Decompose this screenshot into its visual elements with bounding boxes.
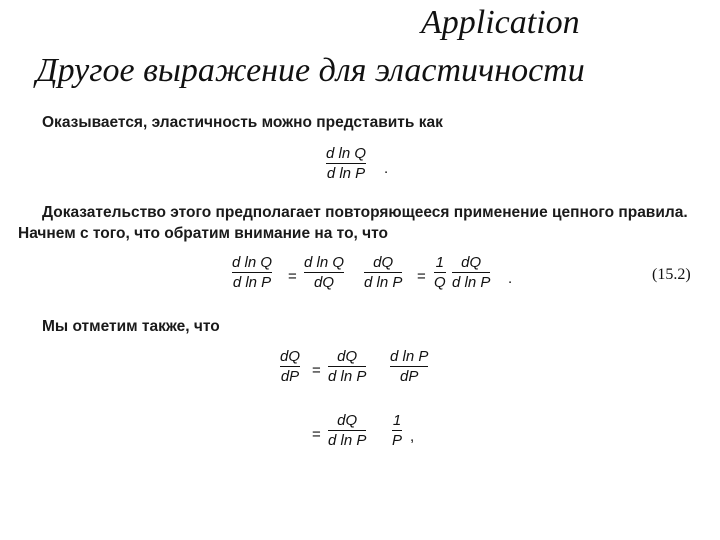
fraction-bar <box>390 366 428 367</box>
slide-title: Другое выражение для эластичности <box>36 52 585 89</box>
eq2-frac-4 <box>434 254 446 291</box>
fraction-bar <box>364 272 402 273</box>
formula-period: . <box>508 270 513 287</box>
eq3-frac-5 <box>392 412 402 449</box>
fraction-bar <box>280 366 300 367</box>
fraction-bar <box>326 163 366 164</box>
formula-period: . <box>384 160 389 177</box>
numerator: dQ <box>461 254 482 271</box>
fraction-bar <box>304 272 344 273</box>
eq2-frac-1 <box>232 254 272 291</box>
eq3-frac-1 <box>280 348 300 385</box>
eq2-frac-3 <box>364 254 402 291</box>
paragraph-2-line-1: Доказательство этого предполагает повторяющееся применение цепного правила. <box>42 204 688 221</box>
numerator: d ln Q <box>304 254 345 271</box>
numerator: dQ <box>337 348 358 365</box>
eq3-frac-2 <box>328 348 366 385</box>
numerator: 1 <box>392 412 402 429</box>
equals-sign: = <box>288 268 297 285</box>
equation-number: (15.2) <box>652 266 691 283</box>
fraction-bar <box>232 272 272 273</box>
formula-comma: , <box>410 428 415 445</box>
denominator: Q <box>434 274 446 291</box>
numerator: dQ <box>280 348 301 365</box>
denominator: d ln P <box>232 274 272 291</box>
denominator: P <box>392 432 403 449</box>
fraction-bar <box>434 272 446 273</box>
denominator: d ln P <box>328 368 367 385</box>
numerator: d ln Q <box>326 145 367 162</box>
denominator: dP <box>280 368 300 385</box>
denominator: d ln P <box>452 274 491 291</box>
eq2-frac-5 <box>452 254 490 291</box>
numerator: 1 <box>435 254 444 271</box>
eq2-frac-2 <box>304 254 344 291</box>
denominator: dQ <box>314 274 335 291</box>
application-label: Application <box>421 4 580 41</box>
eq3-frac-3 <box>390 348 428 385</box>
numerator: d ln Q <box>232 254 273 271</box>
denominator: d ln P <box>328 432 367 449</box>
denominator: d ln P <box>364 274 403 291</box>
formula-elasticity <box>326 145 366 182</box>
equals-sign: = <box>417 268 426 285</box>
fraction-bar <box>452 272 490 273</box>
paragraph-1: Оказывается, эластичность можно представить как <box>42 114 443 131</box>
fraction-bar <box>328 430 366 431</box>
eq3-frac-4 <box>328 412 366 449</box>
numerator: dQ <box>337 412 358 429</box>
fraction-bar <box>392 430 402 431</box>
numerator: d ln P <box>390 348 429 365</box>
numerator: dQ <box>373 254 394 271</box>
equals-sign: = <box>312 362 321 379</box>
denominator: dP <box>400 368 419 385</box>
paragraph-3: Мы отметим также, что <box>42 318 220 335</box>
fraction-bar <box>328 366 366 367</box>
paragraph-2-line-2: Начнем с того, что обратим внимание на то, что <box>18 225 389 242</box>
equals-sign: = <box>312 426 321 443</box>
denominator: d ln P <box>326 165 366 182</box>
